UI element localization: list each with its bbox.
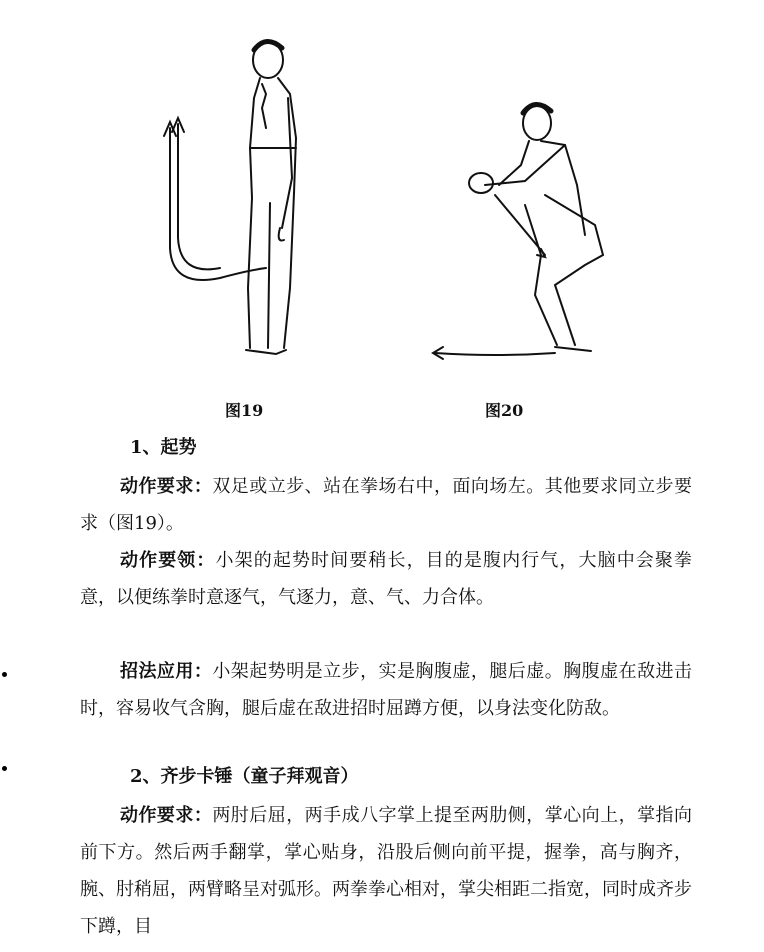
term-label: 动作要求：	[120, 805, 213, 826]
scan-speck	[2, 672, 7, 677]
term-label: 动作要求：	[120, 476, 213, 497]
term-label: 招法应用：	[120, 661, 213, 682]
figure-19-illustration	[150, 28, 320, 368]
section-1-heading	[130, 433, 197, 459]
term-label: 动作要领：	[120, 550, 216, 571]
section-2-paragraph-1	[80, 797, 692, 945]
section-1-paragraph-1	[80, 468, 692, 542]
section-1-title: 起势	[160, 437, 197, 458]
section-2-heading	[130, 762, 359, 788]
section-1-paragraph-2	[80, 542, 692, 616]
paragraph-text: 双足或立步、站在拳场右中，面向场左。其他要求同立步要求（图19）。	[80, 476, 693, 534]
figure-20-caption: 图20	[485, 401, 524, 420]
paragraph-text: 小架的起势时间要稍长，目的是腹内行气，大脑中会聚拳意，以便练拳时意逐气，气逐力，意、气、力合体。	[80, 550, 693, 608]
section-1-number: 1、	[130, 437, 161, 458]
paragraph-text: 两肘后屈，两手成八字掌上提至两肋侧，掌心向上，掌指向前下方。然后两手翻掌，掌心贴身，沿股后侧向前平提，握拳，高与胸齐，腕、肘稍屈，两臂略呈对弧形。两拳拳心相对，掌尖相距二指宽，同时成齐步下蹲，目	[80, 805, 693, 937]
section-2-number: 2、	[130, 766, 161, 787]
paragraph-text: 小架起势明是立步，实是胸腹虚，腿后虚。胸腹虚在敌进击时，容易收气含胸，腿后虚在敌进招时屈蹲方便，以身法变化防敌。	[80, 661, 693, 719]
figure-19-caption: 图19	[225, 401, 264, 420]
section-1-paragraph-3	[80, 653, 692, 727]
section-2-title: 齐步卡锤（童子拜观音）	[160, 766, 359, 787]
scan-speck	[2, 766, 7, 771]
figure-20-illustration	[425, 95, 625, 375]
